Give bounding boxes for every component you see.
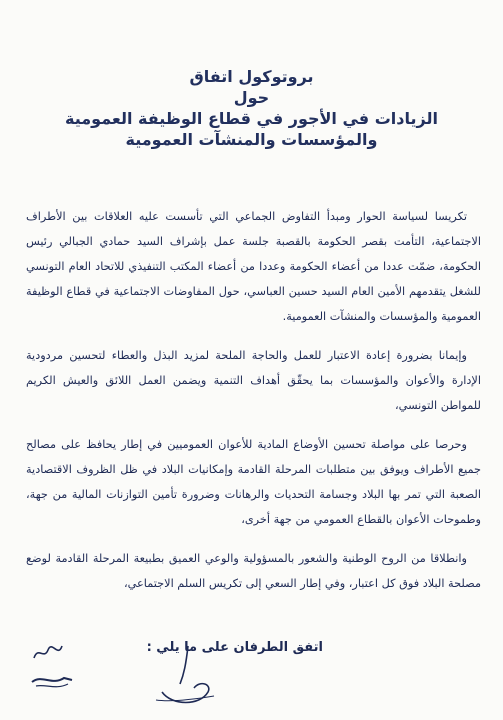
signature-right (150, 640, 220, 710)
title-line-2: حول (233, 88, 270, 107)
paragraph-3: وحرصا على مواصلة تحسين الأوضاع المادية للأعوان العموميين في إطار يحافظ على مصالح جميع الأطراف ويوفق بين متطلبات المرحلة القادمة وإمكانيات البلاد في ظل الظروف الاقتصادية الصعبة التي تمر بها البلاد وجسامة التحديات والرهانات وضرورة تأمين التوازنات المالية من جهة، وطموحات الأعوان بالقطاع العمومي من جهة أخرى، (26, 438, 481, 526)
document-title (20, 66, 483, 150)
signature-left (28, 640, 78, 700)
paragraph-1: تكريسا لسياسة الحوار ومبدأ التفاوض الجماعي التي تأسست عليه العلاقات بين الأطراف الاجتماعية، التأمت بقصر الحكومة بالقصبة جلسة عمل بإشراف السيد حمادي الجبالي رئيس الحكومة، ضمّت عددا من أعضاء الحكومة وعددا من أعضاء المكتب التنفيذي للاتحاد العام التونسي للشغل يتقدمهم الأمين العام السيد حسين العباسي، حول المفاوضات الاجتماعية في قطاع الوظيفة العمومية والمؤسسات والمنشآت العمومية. (26, 210, 481, 323)
title-line-3: الزيادات في الأجور في قطاع الوظيفة العمومية (65, 109, 438, 128)
title-line-1: بروتوكول اتفاق (189, 67, 314, 86)
title-line-4: والمؤسسات والمنشآت العمومية (125, 130, 378, 149)
document-body (26, 204, 481, 610)
paragraph-4: وانطلاقا من الروح الوطنية والشعور بالمسؤولية والوعي العميق بطبيعة المرحلة القادمة لوضع مصلحة البلاد فوق كل اعتبار، وفي إطار السعي إلى تكريس السلم الاجتماعي، (26, 552, 481, 590)
paragraph-2: وإيمانا بضرورة إعادة الاعتبار للعمل والحاجة الملحة لمزيد البذل والعطاء لتحسين مردودية الإدارة والأعوان والمؤسسات بما يحقّق أهداف التنمية ويضمن العمل اللائق والعيش الكريم للمواطن التونسي، (26, 349, 481, 412)
agreement-heading: اتفق الطرفان على ما يلي : (146, 640, 323, 655)
